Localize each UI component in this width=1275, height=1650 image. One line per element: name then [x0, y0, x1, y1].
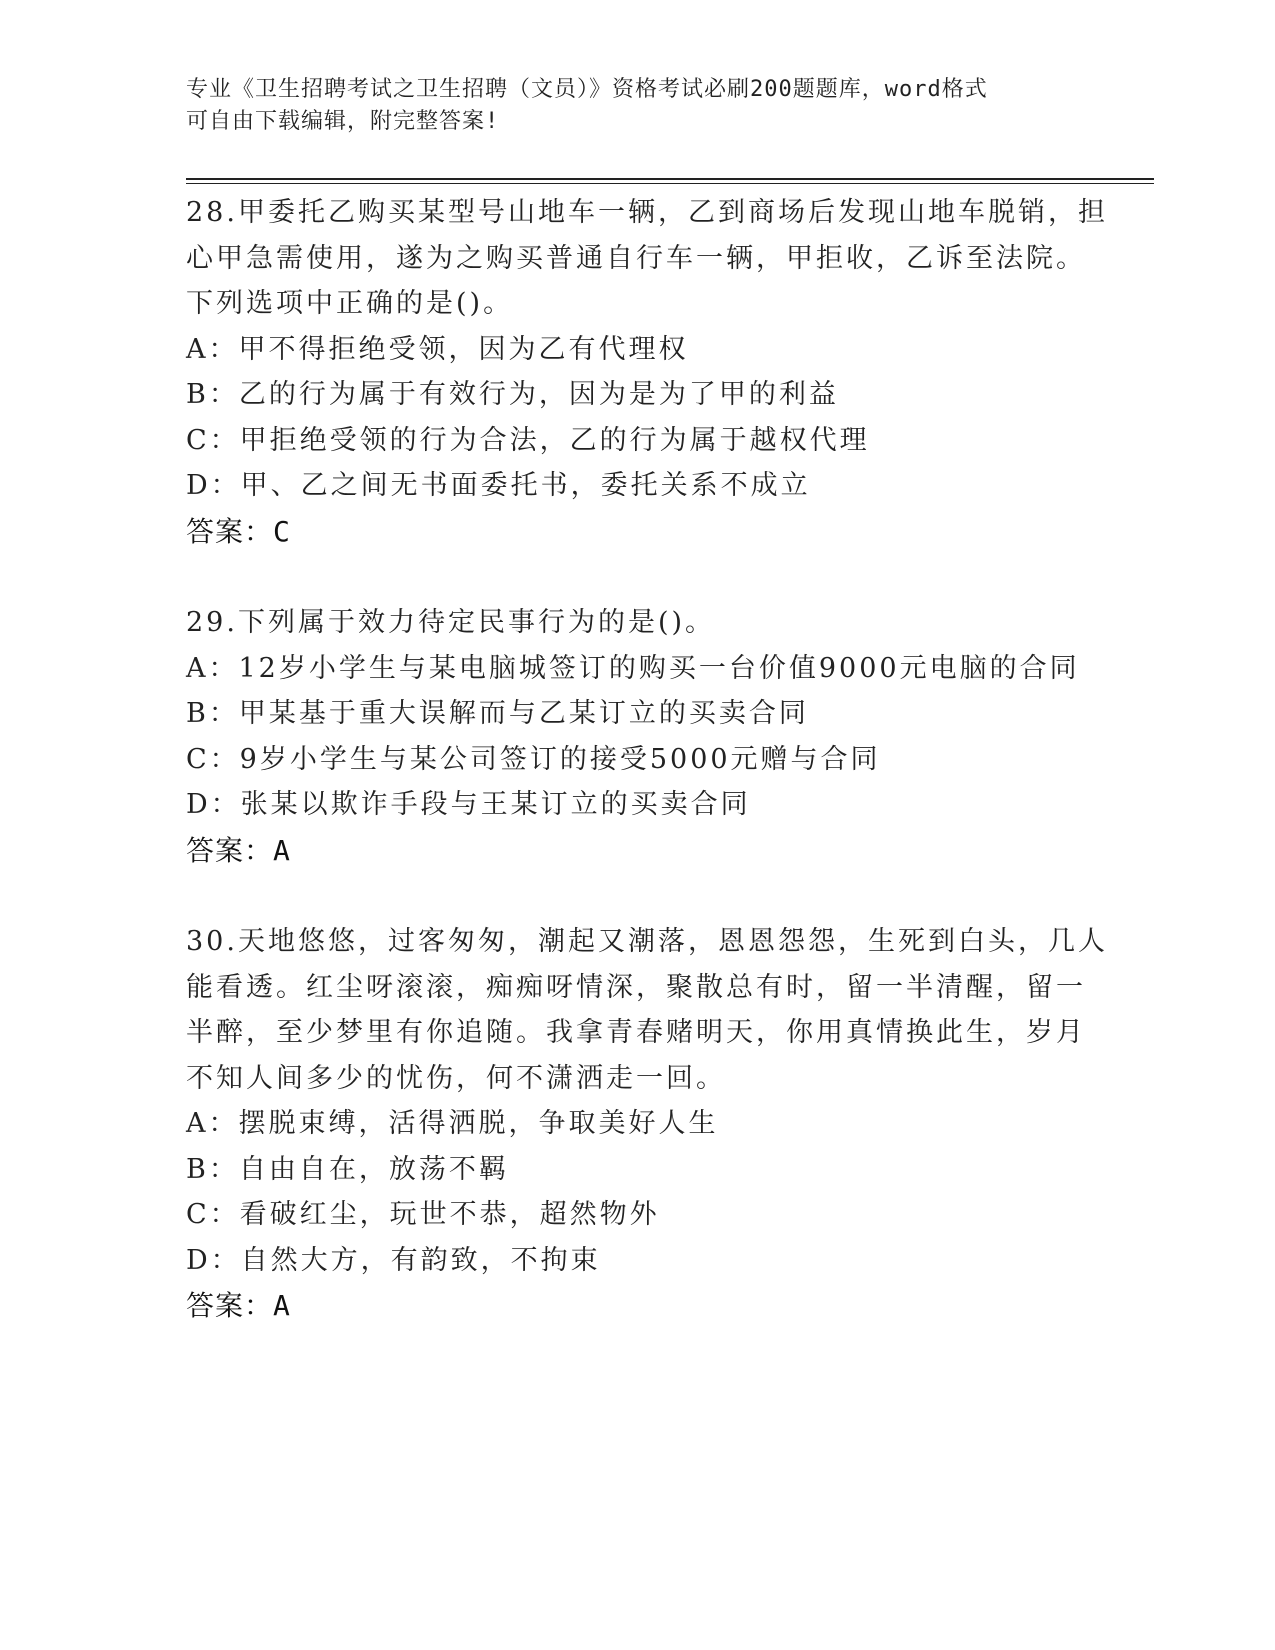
stem-line: 能看透。红尘呀滚滚，痴痴呀情深，聚散总有时，留一半清醒，留一: [186, 971, 1086, 1003]
answer-label: 答案：: [186, 514, 274, 548]
option-c: C：看破红尘，玩世不恭，超然物外: [186, 1199, 660, 1230]
document-header: [186, 74, 1066, 138]
option-b: B：自由自在，放荡不羁: [186, 1153, 509, 1185]
option-d: D：甲、乙之间无书面委托书，委托关系不成立: [186, 470, 811, 501]
question-stem: [186, 919, 1108, 1101]
option-a: A：12岁小学生与某电脑城签订的购买一台价值9000元电脑的合同: [186, 652, 1080, 684]
stem-line: 29.下列属于效力待定民事行为的是()。: [186, 607, 716, 638]
question-stem: [186, 190, 1108, 327]
answer-line: [186, 1283, 1076, 1329]
answer-label: 答案：: [186, 1289, 274, 1322]
answer-line: [186, 509, 1076, 555]
answer-line: [186, 828, 1076, 874]
option-a: A：摆脱束缚，活得洒脱，争取美好人生: [186, 1108, 719, 1139]
header-line-1: 专业《卫生招聘考试之卫生招聘（文员）》资格考试必刷200题题库，word格式: [186, 77, 988, 102]
option-b: B：乙的行为属于有效行为，因为是为了甲的利益: [186, 379, 839, 410]
stem-line: 28.甲委托乙购买某型号山地车一辆，乙到商场后发现山地车脱销，担: [186, 197, 1108, 228]
header-line-2: 可自由下载编辑，附完整答案!: [186, 109, 500, 134]
header-divider-thin: [186, 183, 1154, 184]
question-29: [186, 600, 1080, 873]
stem-line: 不知人间多少的忧伤，何不潇洒走一回。: [186, 1062, 726, 1094]
stem-line: 心甲急需使用，遂为之购买普通自行车一辆，甲拒收，乙诉至法院。: [186, 242, 1086, 274]
question-list: [186, 190, 1108, 1375]
question-28: [186, 190, 1108, 554]
answer-label: 答案：: [186, 833, 274, 867]
answer-value: C: [273, 514, 291, 548]
option-d: D：张某以欺诈手段与王某订立的买卖合同: [186, 789, 751, 820]
question-30: [186, 919, 1108, 1329]
option-b: B：甲某基于重大误解而与乙某订立的买卖合同: [186, 698, 809, 729]
stem-line: 30.天地悠悠，过客匆匆，潮起又潮落，恩恩怨怨，生死到白头，几人: [186, 926, 1108, 957]
answer-value: A: [273, 1289, 291, 1322]
stem-line: 下列选项中正确的是()。: [186, 288, 514, 319]
option-c: C：甲拒绝受领的行为合法，乙的行为属于越权代理: [186, 424, 870, 456]
answer-value: A: [273, 833, 291, 867]
header-divider-thick: [186, 178, 1154, 180]
option-c: C：9岁小学生与某公司签订的接受5000元赠与合同: [186, 743, 881, 775]
option-d: D：自然大方，有韵致，不拘束: [186, 1244, 601, 1276]
stem-line: 半醉，至少梦里有你追随。我拿青春赌明天，你用真情换此生，岁月: [186, 1017, 1086, 1048]
question-stem: [186, 600, 1076, 646]
option-a: A：甲不得拒绝受领，因为乙有代理权: [186, 333, 689, 365]
